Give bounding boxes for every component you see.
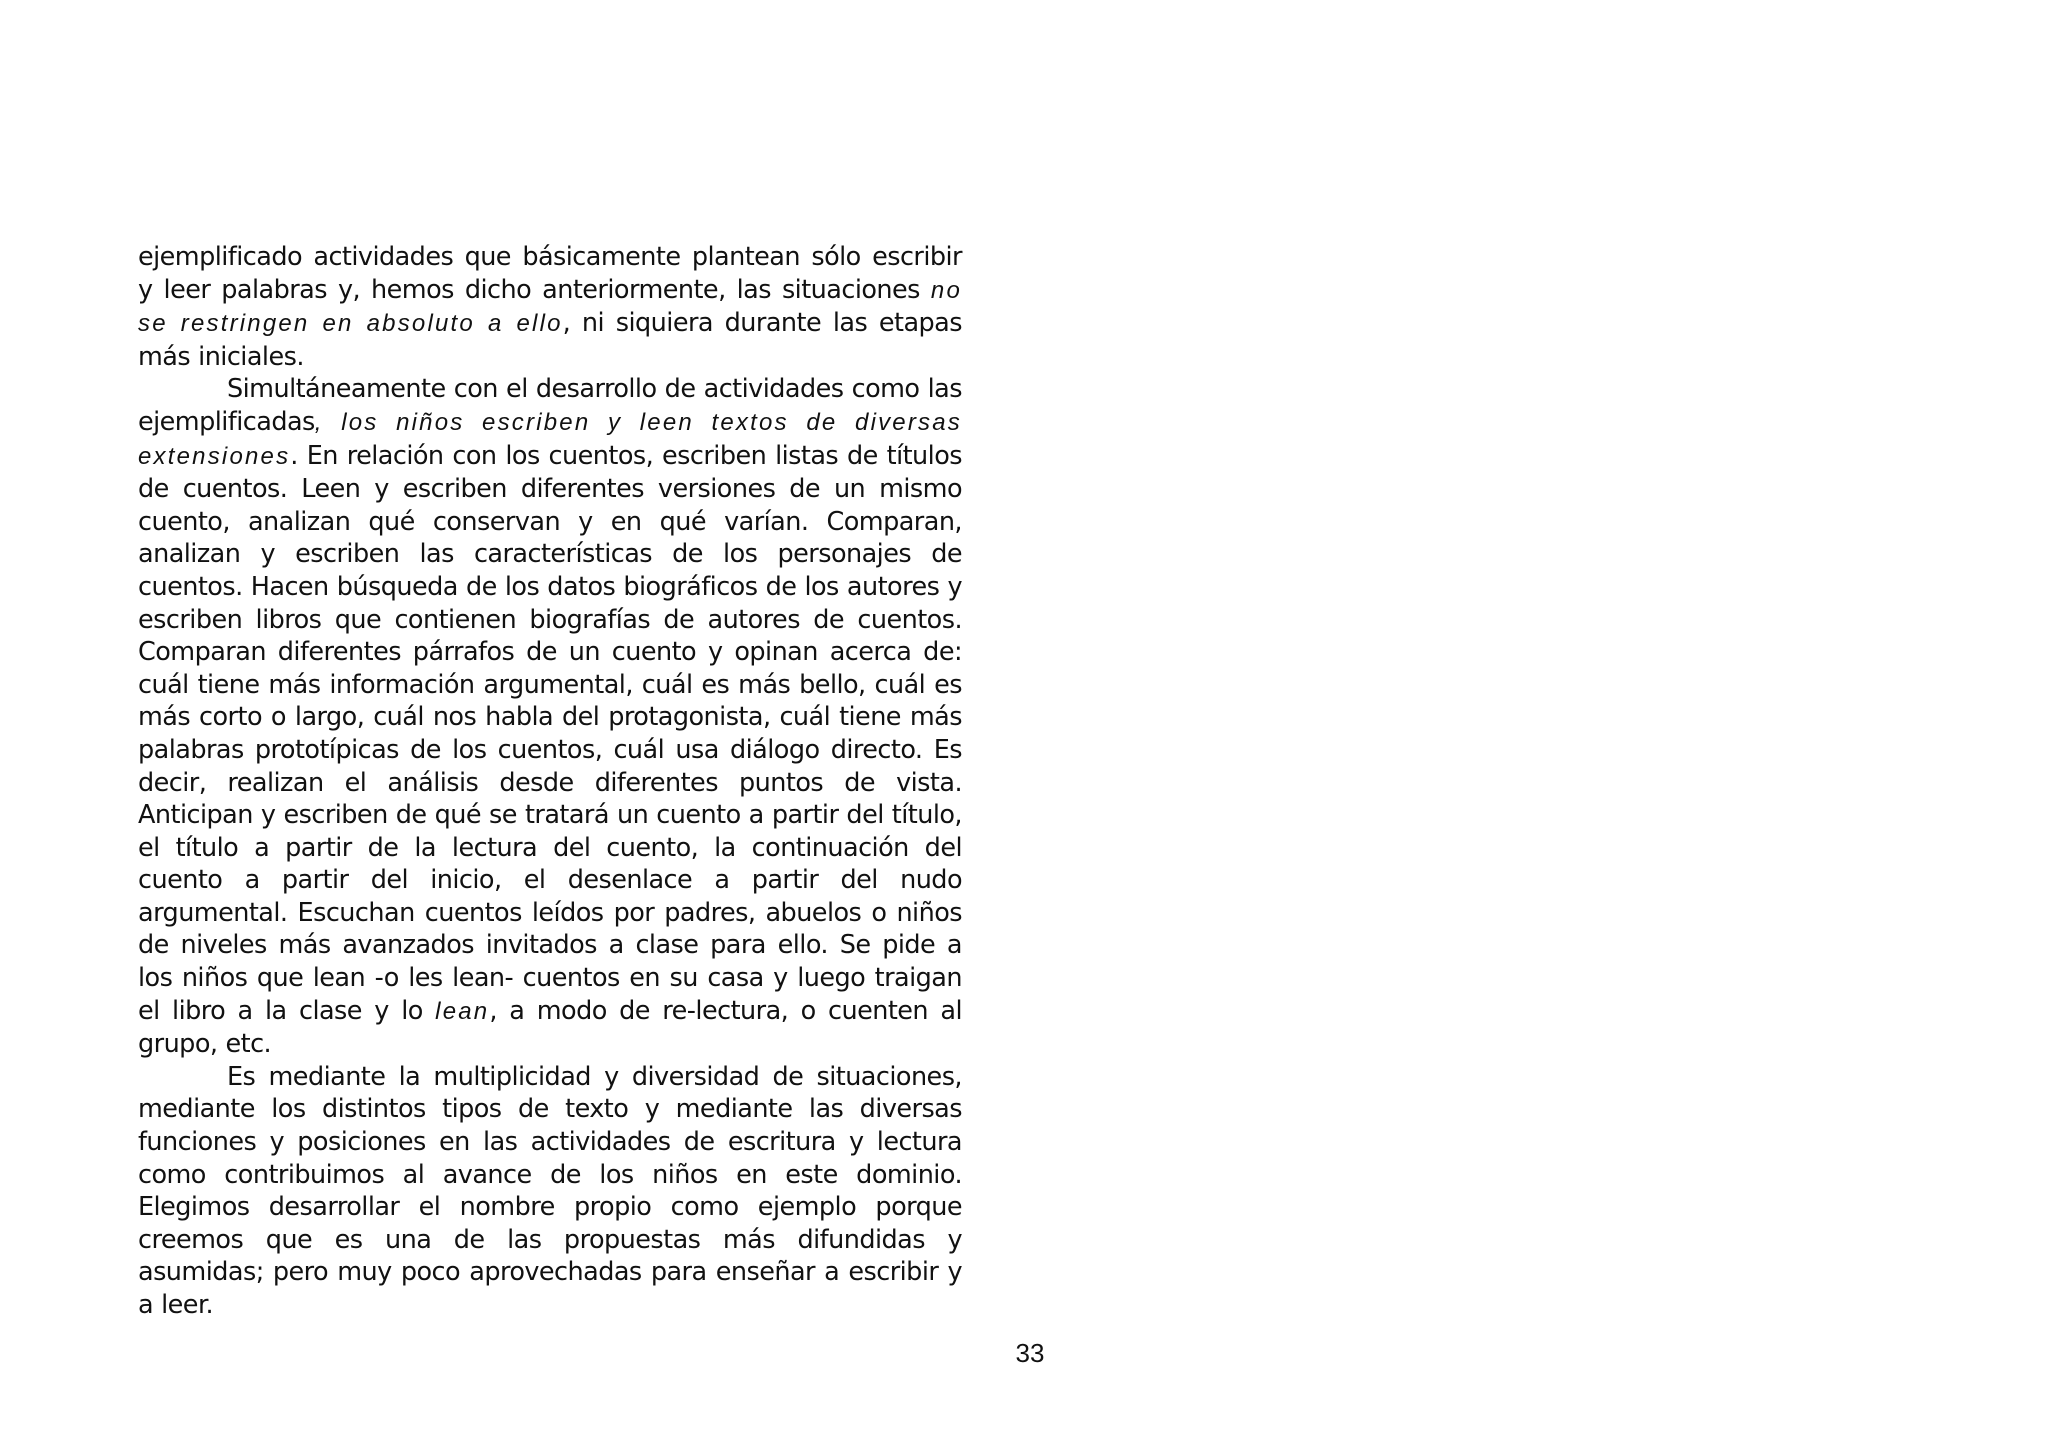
paragraph-2-emphasis-lean: lean	[435, 997, 490, 1025]
body-text	[138, 241, 962, 1322]
paragraph-3	[138, 1061, 962, 1322]
paragraph-2-text-end: , a modo de re-lectura, o cuenten al grupo, etc.	[138, 995, 963, 1060]
paragraph-2	[138, 373, 962, 1060]
paragraph-2-text: Simultáneamente con el desarrollo de actividades como las ejemplificadas	[138, 374, 962, 437]
paragraph-1-emphasis: no se restringen en absoluto a ello	[138, 276, 962, 338]
paragraph-1	[138, 241, 962, 373]
paragraph-1-text: ejemplificado actividades que básicamente plantean sólo escribir y leer palabras y, hemos dicho anteriormente, las situaciones	[138, 242, 962, 305]
paragraph-2-text-middle: . En relación con los cuentos, escriben listas de títulos de cuentos. Leen y escriben diferentes versiones de un mismo cuento, analizan qué conservan y en qué varían. Comparan, analizan y escriben las características de los personajes de cuentos. Hacen búsqueda de los datos biográficos de los autores y escriben libros que contienen biografías de autores de cuentos. Comparan diferentes párrafos de un cuento y opinan acerca de: cuál tiene más información argumental, cuál es más bello, cuál es más corto o largo, cuál nos habla del protagonista, cuál tiene más palabras prototípicas de los cuentos, cuál usa diálogo directo. Es decir, realizan el análisis desde diferentes puntos de vista. Anticipan y escriben de qué se tratará un cuento a partir del título, el título a partir de la lectura del cuento, la continuación del cuento a partir del inicio, el desenlace a partir del nudo argumental. Escuchan cuentos leídos por padres, abuelos o niños de niveles más avanzados invitados a clase para ello. Se pide a los niños que lean -o les lean- cuentos en su casa y luego traigan el libro a la clase y lo	[138, 440, 962, 1026]
paragraph-1-text-end: , ni siquiera durante las etapas más iniciales.	[138, 308, 962, 372]
paragraph-2-emphasis: , los niños escriben y leen textos de diversas extensiones	[138, 408, 962, 470]
paragraph-3-text: Es mediante la multiplicidad y diversidad de situaciones, mediante los distintos tipos de texto y mediante las diversas funciones y posiciones en las actividades de escritura y lectura como contribuimos al avance de los niños en este dominio. Elegimos desarrollar el nombre propio como ejemplo porque creemos que es una de las propuestas más difundidas y asumidas; pero muy poco aprovechadas para enseñar a escribir y a leer.	[138, 1061, 962, 1320]
page-number: 33	[1015, 1338, 1045, 1368]
